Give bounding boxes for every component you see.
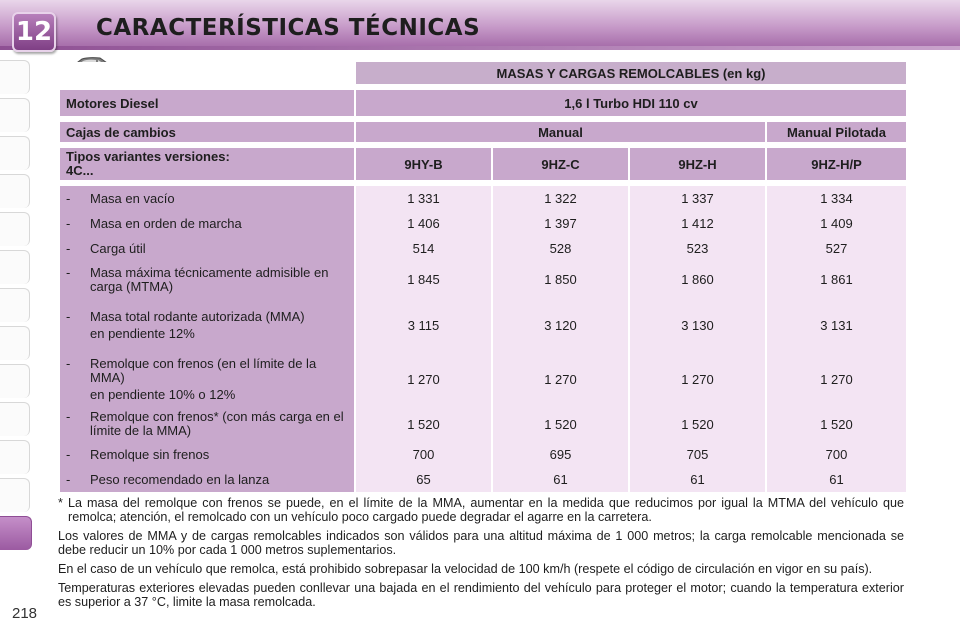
row-value: 3 130 [630, 298, 765, 352]
footnote-text: La masa del remolque con frenos se puede, en el límite de la MMA, aumentar en la medida que reducimos por igual la MTMA del vehículo que remolca; atención, el remolcado con un vehículo poco cargado puede degradar el agarre en la carretera. [68, 496, 904, 524]
motor-label: Motores Diesel [60, 90, 354, 116]
gearbox-piloted: Manual Pilotada [767, 122, 906, 142]
row-value: 527 [767, 236, 906, 261]
row-label [60, 236, 354, 261]
row-dash: - [66, 240, 71, 256]
row-value: 1 845 [356, 261, 491, 298]
row-value: 1 520 [356, 406, 491, 442]
chapter-tab[interactable] [0, 212, 30, 246]
row-label [60, 352, 354, 406]
table-row [60, 406, 906, 442]
row-value: 61 [767, 467, 906, 492]
row-dash: - [66, 190, 71, 206]
row-value: 1 270 [356, 352, 491, 406]
row-value: 61 [630, 467, 765, 492]
chapter-tab[interactable] [0, 402, 30, 436]
row-label [60, 186, 354, 211]
row-label [60, 406, 354, 442]
note-paragraph: En el caso de un vehículo que remolca, está prohibido sobrepasar la velocidad de 100 km/h (respete el código de circulación en vigor en su país). [58, 562, 873, 576]
variant-header: 9HZ-H [630, 148, 765, 180]
row-value: 1 270 [493, 352, 628, 406]
variants-label-line1: Tipos variantes versiones: [66, 149, 230, 164]
row-value: 3 131 [767, 298, 906, 352]
chapter-tab[interactable] [0, 326, 30, 360]
variant-header: 9HZ-H/P [767, 148, 906, 180]
row-value: 700 [356, 442, 491, 467]
row-label-text: Masa máxima técnicamente admisible en carga (MTMA) [90, 264, 329, 294]
table-body [60, 186, 906, 492]
table-title: MASAS Y CARGAS REMOLCABLES (en kg) [356, 62, 906, 84]
note-paragraph: Temperaturas exteriores elevadas pueden conllevar una bajada en el rendimiento del vehículo para proteger el motor; cuando la temperatura exterior es superior a 37 °C, limite la masa remolcada. [58, 581, 904, 609]
row-value: 523 [630, 236, 765, 261]
row-label-text: Masa en orden de marcha [90, 215, 242, 231]
chapter-tabs [0, 60, 32, 570]
row-label [60, 467, 354, 492]
note-paragraph: Los valores de MMA y de cargas remolcables indicados son válidos para una altitud máxima de 1 000 metros; la carga remolcable mencionada se debe reducir un 10% por cada 1 000 metros suplementarios. [58, 529, 904, 557]
gearbox-label: Cajas de cambios [60, 122, 354, 142]
footnote-star: * [58, 496, 63, 510]
chapter-tab[interactable] [0, 60, 30, 94]
row-label [60, 261, 354, 298]
chapter-tab[interactable] [0, 478, 30, 512]
row-label-text: Remolque con frenos* (con más carga en el límite de la MMA) [90, 409, 344, 438]
row-label-text: Peso recomendado en la lanza [90, 471, 270, 487]
row-value: 1 520 [767, 406, 906, 442]
row-value: 1 337 [630, 186, 765, 211]
row-value: 1 331 [356, 186, 491, 211]
chapter-tab[interactable] [0, 98, 30, 132]
row-value: 1 270 [767, 352, 906, 406]
gearbox-manual: Manual [356, 122, 765, 142]
row-value: 65 [356, 467, 491, 492]
chapter-tab[interactable] [0, 288, 30, 322]
footnote [58, 496, 904, 524]
row-value: 1 412 [630, 211, 765, 236]
row-label [60, 211, 354, 236]
row-value: 528 [493, 236, 628, 261]
table-row [60, 236, 906, 261]
row-label [60, 442, 354, 467]
chapter-tab[interactable] [0, 440, 30, 474]
row-value: 1 520 [630, 406, 765, 442]
page-title: CARACTERÍSTICAS TÉCNICAS [96, 15, 481, 41]
table-title-spacer [60, 62, 354, 84]
variants-label [60, 148, 354, 180]
row-label-text: Remolque con frenos (en el límite de la MMA) [90, 355, 317, 385]
chapter-tab-active[interactable] [0, 516, 32, 550]
row-value: 1 406 [356, 211, 491, 236]
row-value: 695 [493, 442, 628, 467]
row-dash: - [66, 409, 71, 424]
chapter-tab[interactable] [0, 364, 30, 398]
row-value: 3 115 [356, 298, 491, 352]
row-value: 3 120 [493, 298, 628, 352]
row-label-text: Masa total rodante autorizada (MMA) [90, 308, 305, 324]
row-label-sub: en pendiente 12% [90, 325, 195, 341]
chapter-tab[interactable] [0, 174, 30, 208]
header-stripe [0, 46, 960, 50]
table-row [60, 352, 906, 406]
table-row [60, 186, 906, 211]
row-label-text: Masa en vacío [90, 190, 175, 206]
variant-header: 9HZ-C [493, 148, 628, 180]
row-value: 1 520 [493, 406, 628, 442]
row-dash: - [66, 355, 71, 371]
row-value: 705 [630, 442, 765, 467]
row-dash: - [66, 308, 71, 324]
towing-mass-table [58, 62, 908, 492]
table-row [60, 442, 906, 467]
table-row [60, 261, 906, 298]
variants-label-line2: 4C... [66, 163, 94, 178]
row-dash: - [66, 264, 71, 280]
row-value: 1 860 [630, 261, 765, 298]
row-label [60, 298, 354, 352]
notes-section [58, 496, 904, 614]
motor-value: 1,6 l Turbo HDI 110 cv [356, 90, 906, 116]
chapter-tab[interactable] [0, 136, 30, 170]
page-number: 218 [12, 605, 38, 622]
variant-header: 9HY-B [356, 148, 491, 180]
row-value: 1 322 [493, 186, 628, 211]
row-value: 1 850 [493, 261, 628, 298]
row-value: 1 409 [767, 211, 906, 236]
row-value: 514 [356, 236, 491, 261]
row-value: 1 861 [767, 261, 906, 298]
chapter-badge: 12 [12, 12, 56, 52]
row-label-sub: en pendiente 10% o 12% [90, 386, 236, 402]
chapter-tab[interactable] [0, 250, 30, 284]
row-label-text: Remolque sin frenos [90, 446, 210, 462]
row-dash: - [66, 446, 71, 462]
row-value: 61 [493, 467, 628, 492]
row-value: 700 [767, 442, 906, 467]
row-dash: - [66, 471, 71, 487]
row-value: 1 270 [630, 352, 765, 406]
table-row [60, 211, 906, 236]
row-dash: - [66, 215, 71, 231]
row-label-text: Carga útil [90, 240, 146, 256]
table-row [60, 467, 906, 492]
row-value: 1 397 [493, 211, 628, 236]
table-row [60, 298, 906, 352]
row-value: 1 334 [767, 186, 906, 211]
